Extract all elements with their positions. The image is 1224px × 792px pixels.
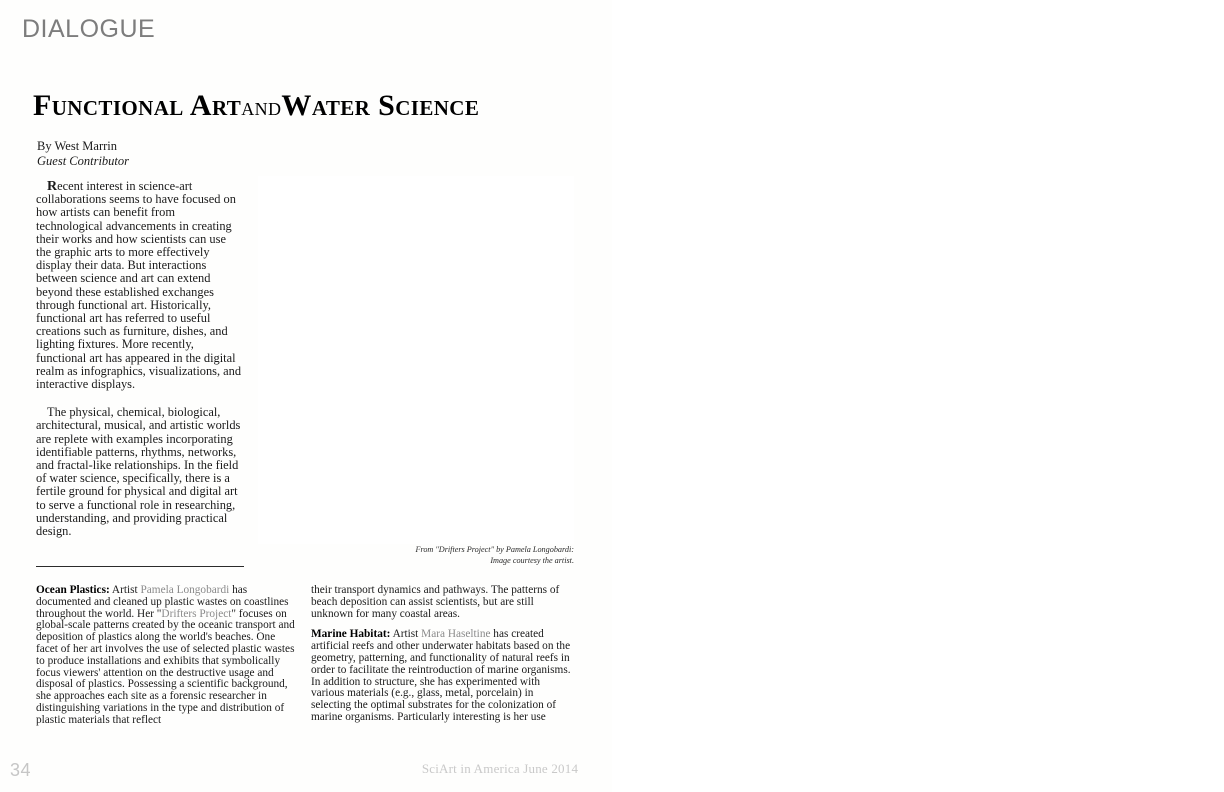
intro-paragraph-1-text: ecent interest in science-art collaborations seems to have focused on how artists can benefit from technological advancements in creating their works and how scientists can use the graphic arts to more effectively display their data. But interactions between science and art can extend beyond these established exchanges through functional art. Historically, functional art has referred to useful creations such as furniture, dishes, and lighting fixtures. More recently, functional art has appeared in the digital realm as infographics, visualizations, and interactive displays. [36,179,242,392]
artwork-caption-line-1: From "Drifters Project" by Pamela Longobardi: [415,545,574,554]
intro-paragraph-2: The physical, chemical, biological, architectural, musical, and artistic worlds are replete with examples incorporating identifiable patterns, rhythms, networks, and fractal-like relationships. In the field of water science, specifically, there is a fertile ground for physical and digital art to serve a functional role in researching, understanding, and providing practical design. [36,405,241,539]
ocean-plastics-paragraph [36,585,297,727]
body-column-right [311,585,576,724]
headline-conjunction: and [241,92,282,122]
marine-habitat-lede: Marine Habitat: [311,628,391,641]
marine-habitat-paragraph [311,629,576,723]
artwork-caption [316,544,574,566]
byline-role: Guest Contributor [37,153,130,168]
headline-part-one: Functional Art [33,89,242,123]
ocean-plastics-continuation: their transport dynamics and pathways. The patterns of beach deposition can assist scientists, but are still unknown for many coastal areas. [311,584,560,620]
body-column-left [36,585,297,727]
headline-part-two: Water Science [281,89,480,123]
publication-footer: SciArt in America June 2014 [421,761,579,776]
marine-habitat-text-1: Artist [390,628,422,641]
link-drifters-project[interactable]: Drifters Project [161,607,232,620]
artwork-image [258,176,574,544]
article-headline [33,91,479,121]
intro-paragraph-1 [36,180,244,391]
marine-habitat-text-2: has created artificial reefs and other underwater habitats based on the geometry, patterning, and functionality of natural reefs in order to facilitate the reintroduction of marine organisms. In addition to structure, she has experimented with various materials (e.g., glass, metal, porcelain) in selecting the optimal substrates for the colonization of marine organisms. Particularly interesting is her use [311,628,571,723]
ocean-plastics-text-3: " focuses on global-scale patterns created by the oceanic transport and deposition of plastics along the world's beaches. One facet of her art involves the use of selected plastic wastes to produce installations and exhibits that symbolically focus viewers' attention on the destructive usage and disposal of plastics. Possessing a scientific background, she approaches each site as a forensic researcher in distinguishing variations in the type and distribution of plastic materials that reflect [36,607,295,726]
link-pamela-longobardi[interactable]: Pamela Longobardi [140,584,230,596]
section-kicker: DIALOGUE [22,15,156,43]
ocean-plastics-lede: Ocean Plastics: [36,584,110,596]
intro-column [36,180,244,553]
page-number: 34 [10,760,32,780]
byline-author: By West Marrin [37,139,118,153]
ocean-plastics-text-1: Artist [109,584,141,596]
drop-cap: R [47,179,58,194]
column-divider-rule [36,566,244,567]
byline [37,139,129,169]
artwork-caption-line-2: Image courtesy the artist. [490,556,574,565]
ocean-plastics-text-2: has documented and cleaned up plastic wastes on coastlines throughout the world. Her " [36,584,289,620]
link-mara-haseltine[interactable]: Mara Haseltine [421,628,491,641]
